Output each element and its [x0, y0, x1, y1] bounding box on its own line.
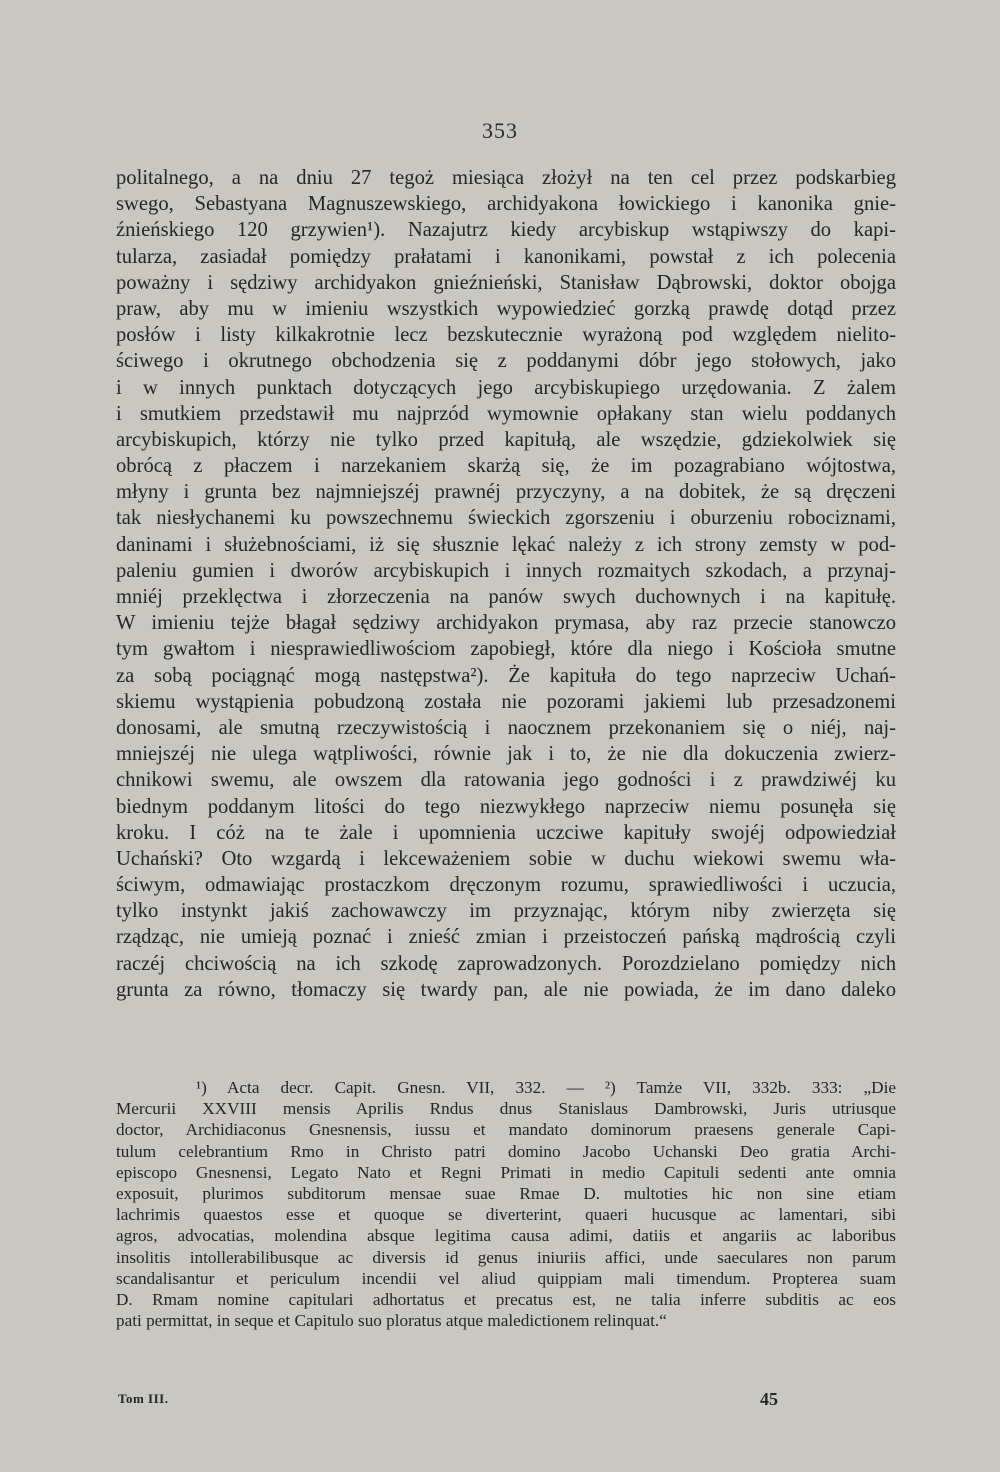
text-line: skiemu wystąpienia pobudzoną została nie pozorami jakiemi lub przesadzonemi: [116, 690, 896, 713]
footnote-line: D. Rmam nomine capitulari adhortatus et precatus est, ne talia inferre subditis ac eos: [116, 1289, 896, 1309]
footnote-line: insolitis intollerabilibusque ac diversis id genus iniuriis affici, unde saeculares non parum: [116, 1247, 896, 1267]
text-line: mniéj przeklęctwa i złorzeczenia na panów swych duchownych i na kapitułę.: [116, 586, 896, 608]
footnote-line: episcopo Gnesnensi, Legato Nato et Regni Primati in medio Capituli sedenti ante omnia: [116, 1162, 896, 1182]
text-line: arcybiskupich, którzy nie tylko przed kapitułą, ale wszędzie, gdziekolwiek się: [116, 428, 896, 451]
text-line: poważny i sędziwy archidyakon gnieźnieński, Stanisław Dąbrowski, doktor obojga: [116, 271, 896, 294]
footnote-line: exposuit, plurimos subditorum mensae suae Rmae D. multoties hic non sine etiam: [116, 1183, 896, 1203]
text-line: posłów i listy kilkakrotnie lecz bezskutecznie wyrażoną pod względem nielito-: [116, 324, 896, 347]
text-line: obrócą z płaczem i narzekaniem skarżą się, że im pozagrabiano wójtostwa,: [116, 455, 896, 478]
text-line: tularza, zasiadał pomiędzy prałatami i kanonikami, powstał z ich polecenia: [116, 245, 896, 268]
text-line: źnieńskiego 120 grzywien¹). Nazajutrz kiedy arcybiskup wstąpiwszy do kapi-: [116, 219, 896, 242]
text-line: tak niesłychanemi ku powszechnemu świeckich zgorszeniu i oburzeniu robociznami,: [116, 507, 896, 530]
footnote-line: pati permittat, in seque et Capitulo suo ploratus atque maledictionem relinquat.“: [116, 1311, 667, 1331]
text-line: Uchański? Oto wzgardą i lekceważeniem sobie w duchu wiekowi swemu wła-: [116, 847, 896, 870]
text-line: paleniu gumien i dworów arcybiskupich i innych rozmaitych szkodach, a przynaj-: [116, 559, 896, 582]
text-line: rządząc, nie umieją poznać i znieść zmian i przeistoczeń pańską mądrością czyli: [116, 926, 896, 949]
text-line: praw, aby mu w imieniu wszystkich wypowiedzieć gorzką prawdę dotąd przez: [116, 297, 896, 320]
text-line: chnikowi swemu, ale owszem dla ratowania jego godności i z prawdziwéj ku: [116, 769, 896, 792]
footnote-line: ¹) Acta decr. Capit. Gnesn. VII, 332. — ²) Tamże VII, 332b. 333: „Die: [196, 1078, 896, 1097]
text-line: i smutkiem przedstawił mu najprzód wymownie opłakany stan wielu poddanych: [116, 402, 896, 425]
footnote-line: doctor, Archidiaconus Gnesnensis, iussu et mandato dominorum praesens generale Capi-: [116, 1120, 896, 1140]
text-line: tym gwałtom i niesprawiedliwościom zapobiegł, które dla niego i Kościoła smutne: [116, 638, 896, 661]
main-text: [116, 165, 896, 1003]
page-footer: [0, 1391, 1000, 1415]
footnote-line: agros, advocatias, molendina absque legitima causa adimi, datiis et angariis ac laboribus: [116, 1226, 896, 1246]
volume-label: Tom III.: [118, 1391, 169, 1406]
text-line: za sobą pociągnąć mogą następstwa²). Że kapituła do tego naprzeciw Uchań-: [116, 664, 896, 687]
text-line: kroku. I cóż na te żale i upomnienia uczciwe kapituły swojéj odpowiedział: [116, 821, 896, 844]
footnote-line: tulum celebrantium Rmo in Christo patri domino Jacobo Uchanski Deo gratia Archi-: [116, 1141, 896, 1161]
text-line: tylko instynkt jakiś zachowawczy im przyznając, którym niby zwierzęta się: [116, 900, 896, 923]
text-line: politalnego, a na dniu 27 tegoż miesiąca złożył na ten cel przez podskarbieg: [116, 167, 896, 189]
text-line: młyny i grunta bez najmniejszéj prawnéj przyczyny, a na dobitek, że są dręczeni: [116, 481, 896, 504]
text-line: donosami, ale smutną rzeczywistością i naocznem przekonaniem się o niéj, naj-: [116, 716, 896, 739]
text-line: mniejszéj nie ulega wątpliwości, równie jak i to, że nie dla dokuczenia zwierz-: [116, 743, 896, 766]
text-line: biednym poddanym litości do tego niezwykłego naprzeciw niemu posunęła się: [116, 795, 896, 818]
text-line: ściwego i okrutnego obchodzenia się z poddanymi dóbr jego stołowych, jako: [116, 350, 896, 373]
signature-mark: 45: [760, 1389, 778, 1409]
footnote-line: Mercurii XXVIII mensis Aprilis Rndus dnus Stanislaus Dambrowski, Juris utriusque: [116, 1099, 896, 1119]
text-line: grunta za równo, tłomaczy się twardy pan, ale nie powiada, że im dano daleko: [116, 978, 896, 1001]
text-line: W imieniu tejże błagał sędziwy archidyakon prymasa, aby raz przecie stanowczo: [116, 612, 896, 635]
footnote-line: lachrimis quaestos esse et quoque se diverterint, quaeri hucusque ac lamentari, sibi: [116, 1205, 896, 1225]
text-line: raczéj chciwością na ich szkodę zaprowadzonych. Porozdzielano pomiędzy nich: [116, 952, 896, 975]
page-number: 353: [482, 118, 518, 143]
text-line: swego, Sebastyana Magnuszewskiego, archidyakona łowickiego i kanonika gnie-: [116, 193, 896, 216]
footnotes: [116, 1077, 896, 1331]
text-line: i w innych punktach dotyczących jego arcybiskupiego urzędowania. Z żalem: [116, 376, 896, 399]
text-line: daninami i służebnościami, iż się słusznie lękać należy z ich strony zemsty w pod-: [116, 533, 896, 556]
footnote-line: scandalisantur et periculum incendii vel aliud quippiam mali timendum. Propterea suam: [116, 1268, 896, 1288]
text-line: ściwym, odmawiając prostaczkom dręczonym rozumu, sprawiedliwości i uczucia,: [116, 874, 896, 897]
